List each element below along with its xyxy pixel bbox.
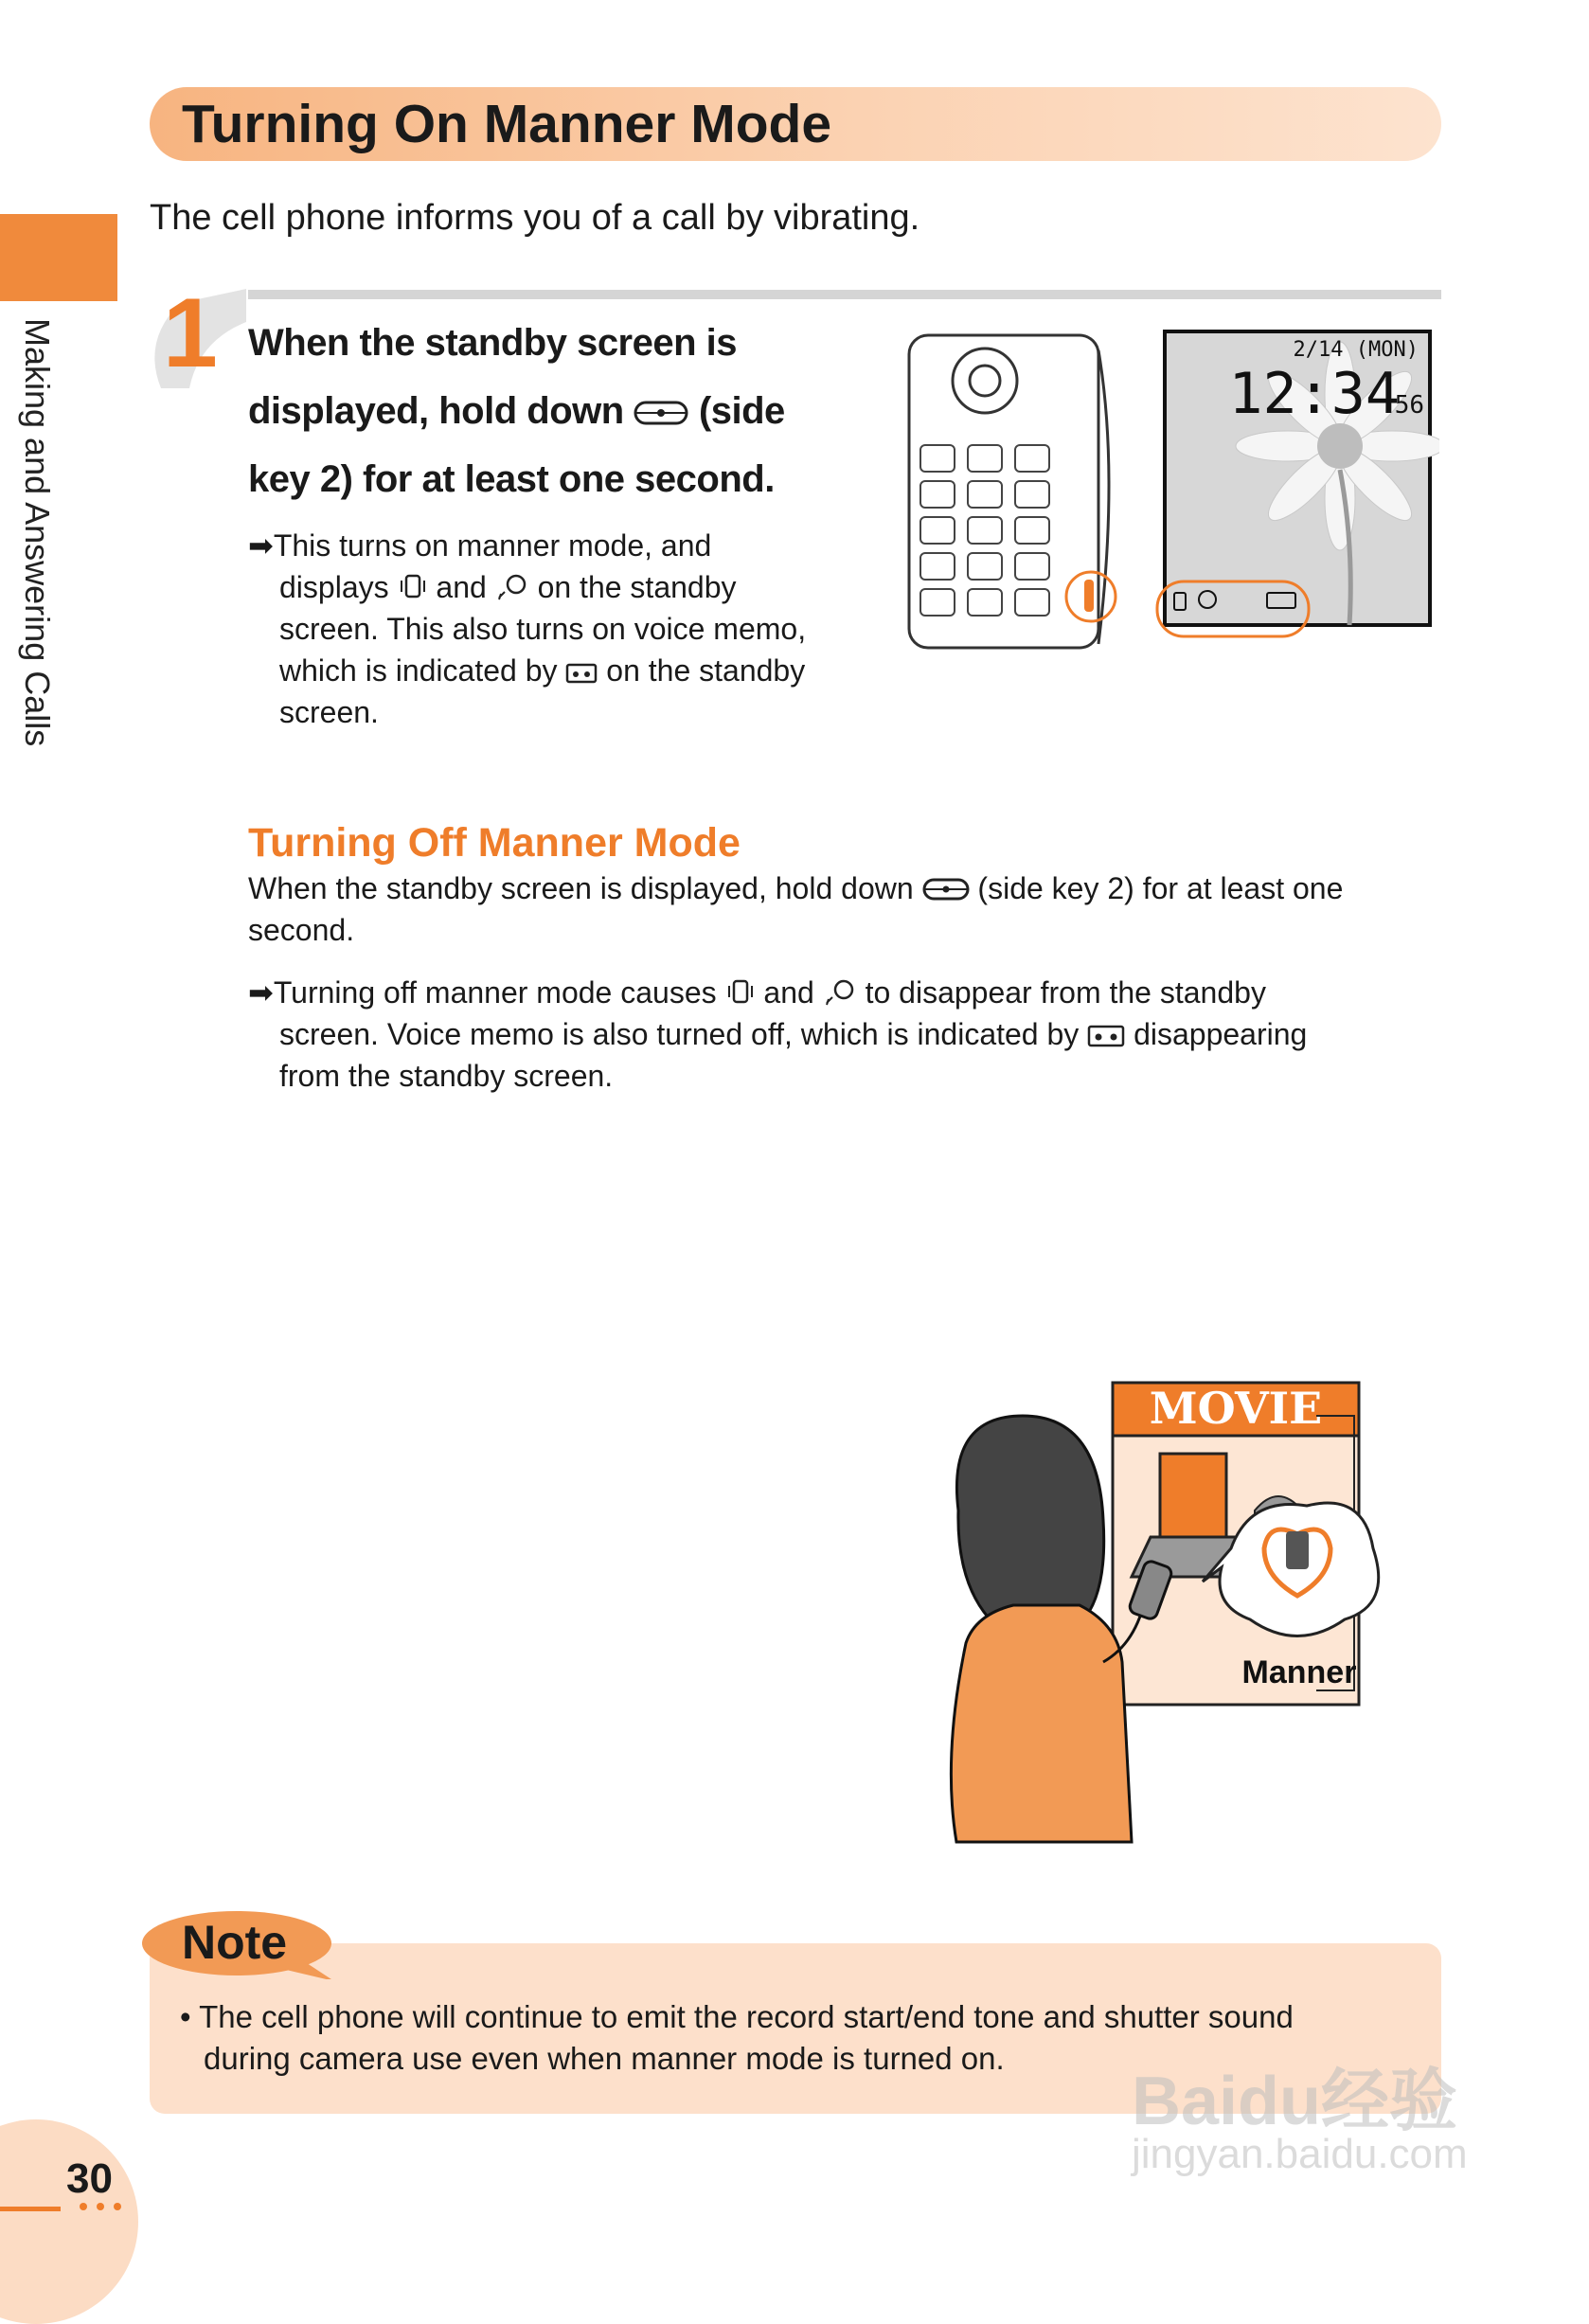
voice-memo-icon — [565, 662, 598, 685]
step-heading-line-1: When the standby screen is — [248, 322, 738, 364]
result-line-4 — [279, 652, 805, 689]
screen-time: 12:34 — [1228, 361, 1400, 427]
turnoff-line-1 — [248, 869, 1343, 907]
page-number: 30 — [66, 2155, 113, 2202]
result-text: and — [436, 570, 487, 604]
result-line-2 — [279, 568, 737, 606]
page-dots — [76, 2199, 133, 2214]
intro-text: The cell phone informs you of a call by vibrating. — [150, 198, 920, 238]
turnoff-text: to disappear from the standby — [865, 975, 1266, 1010]
result-line-1: ➡This turns on manner mode, and — [248, 528, 712, 563]
result-text: displays — [279, 570, 389, 604]
side-key-icon — [922, 876, 970, 903]
result-line-5: screen. — [279, 695, 379, 729]
step-divider — [248, 290, 1441, 299]
turnoff-text: and — [763, 975, 814, 1010]
movie-sign: MOVIE — [1149, 1383, 1323, 1434]
page-number-circle — [0, 2119, 138, 2324]
manner-mode-icon — [725, 976, 756, 1007]
vibrate-silent-icon — [823, 976, 857, 1007]
chapter-label: Making and Answering Calls — [18, 318, 57, 747]
turnoff-text: Turning off manner mode causes — [273, 975, 717, 1010]
turnoff-text: (side key 2) for at least one — [977, 871, 1344, 905]
page-title: Turning On Manner Mode — [182, 94, 832, 154]
turnoff-text: disappearing — [1134, 1017, 1308, 1051]
result-text: This turns on manner mode, and — [273, 528, 712, 563]
step-heading-text: displayed, hold down — [248, 390, 624, 432]
page-number-rule — [0, 2207, 61, 2211]
result-text: on the standby — [537, 570, 737, 604]
movie-theater-illustration — [937, 1378, 1383, 1851]
side-key-icon — [634, 399, 688, 427]
turnoff-result-1: ➡Turning off manner mode causes and to disappear from the standby — [248, 975, 1266, 1010]
note-line-2: during camera use even when manner mode is turned on. — [204, 2041, 1005, 2076]
result-line-3: screen. This also turns on voice memo, — [279, 612, 807, 646]
watermark-logo: Baidu经验 — [1132, 2064, 1458, 2139]
note-line-1: • The cell phone will continue to emit the record start/end tone and shutter sound — [180, 1999, 1294, 2034]
turnoff-text: When the standby screen is displayed, hold down — [248, 871, 914, 905]
standby-screen-illustration — [1155, 328, 1439, 650]
step-heading-line-2 — [248, 388, 785, 434]
phone-keypad-illustration — [900, 331, 1127, 653]
step-number: 1 — [163, 278, 218, 388]
turnoff-result-3: from the standby screen. — [279, 1059, 614, 1093]
subsection-heading: Turning Off Manner Mode — [248, 820, 741, 866]
turnoff-line-2: second. — [248, 913, 355, 947]
turnoff-result-2 — [279, 1015, 1307, 1053]
voice-memo-icon — [1087, 1024, 1125, 1048]
vibrate-silent-icon — [495, 571, 529, 601]
turnoff-text: screen. Voice memo is also turned off, which is indicated by — [279, 1017, 1080, 1051]
result-text: on the standby — [606, 653, 806, 688]
bubble-text: Manner — [1241, 1654, 1357, 1690]
screen-seconds: 56 — [1394, 391, 1424, 420]
step-heading-text-2: (side — [698, 390, 785, 432]
watermark-url: jingyan.baidu.com — [1132, 2131, 1468, 2177]
result-text: which is indicated by — [279, 653, 558, 688]
screen-date: 2/14 (MON) — [1293, 338, 1419, 362]
note-label: Note — [182, 1916, 288, 1969]
chapter-tab — [0, 214, 117, 301]
note-text: The cell phone will continue to emit the record start/end tone and shutter sound — [199, 1999, 1294, 2034]
step-heading-line-3: key 2) for at least one second. — [248, 458, 775, 500]
manner-mode-icon — [398, 571, 428, 601]
